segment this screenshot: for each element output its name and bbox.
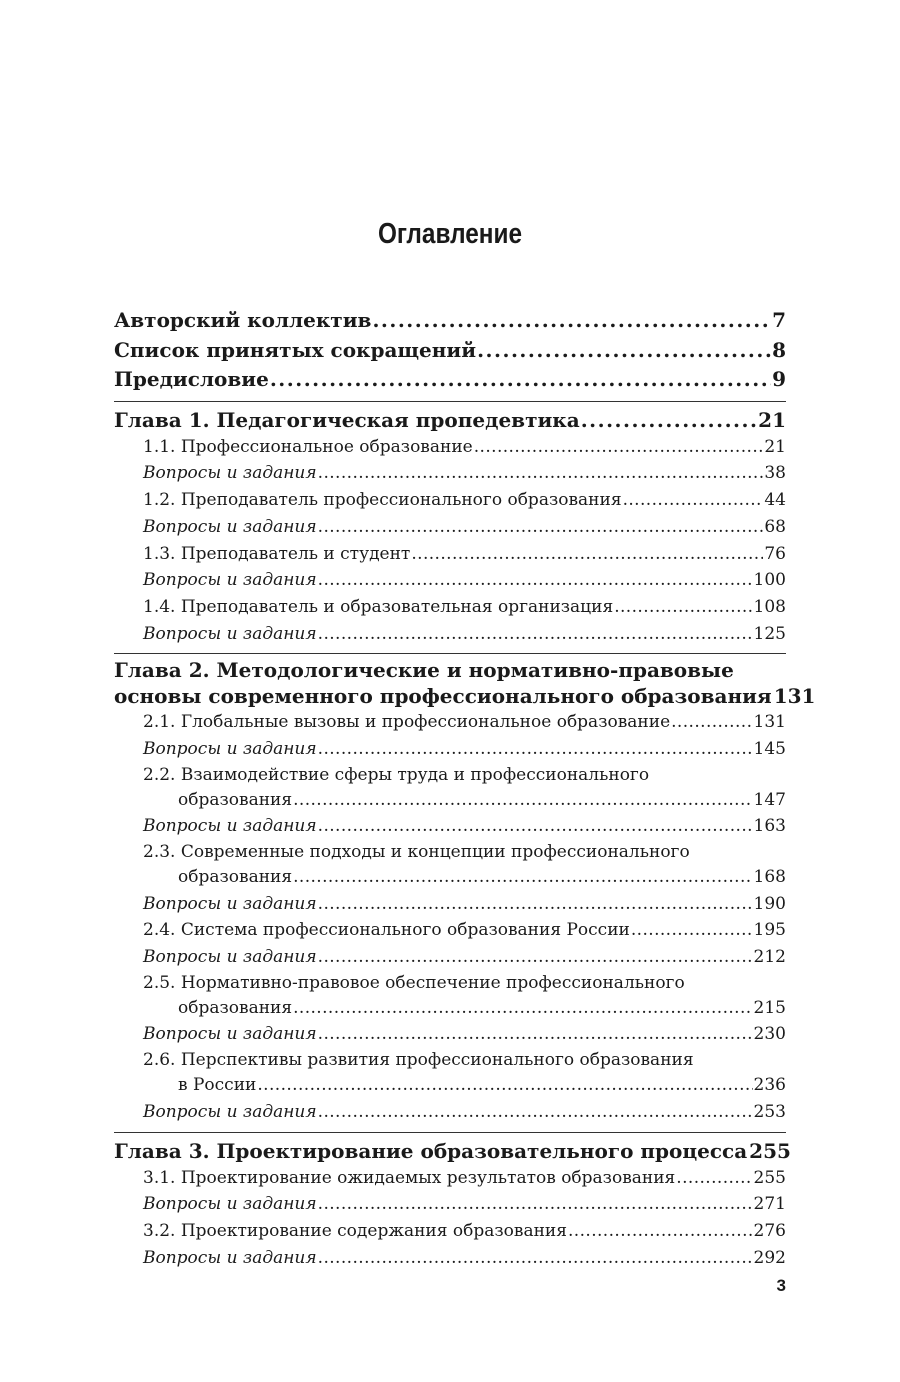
toc-entry-title: Авторский коллектив xyxy=(114,308,372,332)
dot-leader xyxy=(318,1021,753,1048)
dot-leader xyxy=(318,736,753,763)
toc-page-number: 255 xyxy=(753,1167,786,1188)
dot-leader xyxy=(623,487,764,514)
toc-page-number: 230 xyxy=(753,1024,786,1045)
toc-entry-preface[interactable] xyxy=(114,365,786,395)
toc-entry-abbreviations[interactable] xyxy=(114,336,786,366)
toc-page-number: 255 xyxy=(749,1138,791,1163)
toc-questions-3-1[interactable] xyxy=(114,1191,786,1218)
toc-section-title: Вопросы и задания xyxy=(143,1247,317,1268)
toc-page-number: 38 xyxy=(764,463,786,484)
toc-chapter-title: основы современного профессионального образования xyxy=(114,684,772,709)
toc-page-number: 292 xyxy=(753,1247,786,1268)
dot-leader xyxy=(671,709,752,736)
dot-leader xyxy=(318,944,753,971)
toc-section-title: образования xyxy=(178,867,293,888)
table-of-contents xyxy=(114,306,816,1271)
page-number: 3 xyxy=(776,1276,786,1295)
toc-page-number: 108 xyxy=(753,596,786,617)
toc-section-title: образования xyxy=(178,789,293,810)
divider xyxy=(114,653,786,654)
toc-section-2-2[interactable] xyxy=(114,787,786,814)
toc-page-number: 8 xyxy=(772,337,786,362)
toc-page-number: 190 xyxy=(753,893,786,914)
toc-section-2-4[interactable] xyxy=(114,917,786,944)
toc-section-2-2-line1[interactable]: 2.2. Взаимодействие сферы труда и профессионального xyxy=(143,764,650,785)
dot-leader xyxy=(293,995,752,1022)
toc-section-title: Вопросы и задания xyxy=(143,816,317,837)
dot-leader xyxy=(318,813,753,840)
toc-section-title: в России xyxy=(178,1075,257,1096)
dot-leader xyxy=(474,434,764,461)
toc-section-1-1[interactable] xyxy=(114,434,786,461)
toc-page-number: 125 xyxy=(753,623,786,644)
toc-questions-1-4[interactable] xyxy=(114,621,786,648)
toc-questions-2-5[interactable] xyxy=(114,1021,786,1048)
toc-page-number: 21 xyxy=(758,407,786,432)
toc-entry-title: Список принятых сокращений xyxy=(114,337,477,362)
toc-chapter-1[interactable] xyxy=(114,406,786,434)
toc-section-2-5[interactable] xyxy=(114,995,786,1022)
dot-leader xyxy=(318,1099,753,1126)
toc-questions-2-4[interactable] xyxy=(114,944,786,971)
toc-section-title: 2.4. Система профессионального образования России xyxy=(143,920,630,941)
toc-page-number: 212 xyxy=(753,947,786,968)
dot-leader xyxy=(676,1165,752,1192)
toc-section-title: Вопросы и задания xyxy=(143,1194,317,1215)
toc-section-2-3[interactable] xyxy=(114,864,786,891)
toc-section-title: Вопросы и задания xyxy=(143,623,317,644)
toc-section-title: 1.1. Профессиональное образование xyxy=(143,436,473,457)
dot-leader xyxy=(318,621,753,648)
dot-leader xyxy=(270,365,771,395)
toc-section-title: 3.1. Проектирование ожидаемых результатов образования xyxy=(143,1167,676,1188)
toc-chapter-2[interactable] xyxy=(114,683,816,709)
dot-leader xyxy=(318,1245,753,1272)
dot-leader xyxy=(318,460,764,487)
toc-section-2-6[interactable] xyxy=(114,1072,786,1099)
toc-section-1-3[interactable] xyxy=(114,541,786,568)
toc-section-2-6-line1[interactable]: 2.6. Перспективы развития профессионального образования xyxy=(143,1050,694,1071)
toc-page-number: 76 xyxy=(764,543,786,564)
toc-section-title: Вопросы и задания xyxy=(143,947,317,968)
dot-leader xyxy=(568,1218,753,1245)
toc-section-title: 1.3. Преподаватель и студент xyxy=(143,543,411,564)
toc-section-title: 3.2. Проектирование содержания образования xyxy=(143,1220,567,1241)
divider xyxy=(114,1132,786,1133)
toc-page-number: 145 xyxy=(753,738,786,759)
dot-leader xyxy=(411,541,763,568)
toc-questions-1-3[interactable] xyxy=(114,567,786,594)
toc-chapter-title: Глава 3. Проектирование образовательного процесса xyxy=(114,1138,748,1163)
toc-section-title: 2.1. Глобальные вызовы и профессиональное образование xyxy=(143,712,671,733)
toc-questions-2-2[interactable] xyxy=(114,813,786,840)
dot-leader xyxy=(318,1191,753,1218)
toc-section-1-4[interactable] xyxy=(114,594,786,621)
toc-page-number: 215 xyxy=(753,997,786,1018)
toc-section-title: Вопросы и задания xyxy=(143,1101,317,1122)
toc-page-number: 100 xyxy=(753,570,786,591)
toc-chapter-2-title-line1[interactable]: Глава 2. Методологические и нормативно-правовые xyxy=(114,658,734,683)
toc-page-number: 131 xyxy=(773,684,816,709)
dot-leader xyxy=(631,917,753,944)
toc-section-title: образования xyxy=(178,997,293,1018)
toc-section-2-1[interactable] xyxy=(114,709,786,736)
toc-questions-2-3[interactable] xyxy=(114,891,786,918)
toc-chapter-3[interactable] xyxy=(114,1137,791,1165)
toc-section-3-1[interactable] xyxy=(114,1165,786,1192)
toc-section-2-3-line1[interactable]: 2.3. Современные подходы и концепции профессионального xyxy=(143,842,690,863)
toc-section-title: Вопросы и задания xyxy=(143,463,317,484)
dot-leader xyxy=(318,567,753,594)
toc-page-number: 195 xyxy=(753,920,786,941)
toc-page-number: 21 xyxy=(764,436,786,457)
toc-page-number: 276 xyxy=(753,1220,786,1241)
toc-questions-1-1[interactable] xyxy=(114,460,786,487)
toc-page-number: 163 xyxy=(753,816,786,837)
dot-leader xyxy=(614,594,752,621)
toc-page-number: 7 xyxy=(772,308,786,332)
toc-section-1-2[interactable] xyxy=(114,487,786,514)
toc-page-number: 131 xyxy=(753,712,786,733)
dot-leader xyxy=(293,864,752,891)
toc-section-title: Вопросы и задания xyxy=(143,1024,317,1045)
toc-page-number: 168 xyxy=(753,867,786,888)
toc-section-title: 1.2. Преподаватель профессионального образования xyxy=(143,490,622,511)
dot-leader xyxy=(581,406,757,434)
toc-section-2-5-line1[interactable]: 2.5. Нормативно-правовое обеспечение профессионального xyxy=(143,972,685,993)
dot-leader xyxy=(372,306,771,336)
toc-chapter-title: Глава 1. Педагогическая пропедевтика xyxy=(114,407,580,432)
page-title: Оглавление xyxy=(377,218,523,250)
toc-page-number: 9 xyxy=(772,367,786,392)
toc-page-number: 271 xyxy=(753,1194,786,1215)
toc-page-number: 253 xyxy=(753,1101,786,1122)
toc-page-number: 68 xyxy=(764,516,786,537)
toc-questions-2-1[interactable] xyxy=(114,736,786,763)
dot-leader xyxy=(477,336,771,366)
toc-page-number: 44 xyxy=(764,490,786,511)
toc-page-number: 236 xyxy=(753,1075,786,1096)
toc-questions-2-6[interactable] xyxy=(114,1099,786,1126)
toc-entry-authors[interactable] xyxy=(114,306,786,336)
toc-section-title: 1.4. Преподаватель и образовательная организация xyxy=(143,596,614,617)
toc-questions-3-2[interactable] xyxy=(114,1245,786,1272)
toc-questions-1-2[interactable] xyxy=(114,514,786,541)
divider xyxy=(114,401,786,402)
dot-leader xyxy=(257,1072,752,1099)
toc-section-3-2[interactable] xyxy=(114,1218,786,1245)
toc-section-title: Вопросы и задания xyxy=(143,516,317,537)
dot-leader xyxy=(318,514,764,541)
toc-section-title: Вопросы и задания xyxy=(143,893,317,914)
toc-page-number: 147 xyxy=(753,789,786,810)
dot-leader xyxy=(293,787,752,814)
toc-section-title: Вопросы и задания xyxy=(143,738,317,759)
toc-section-title: Вопросы и задания xyxy=(143,570,317,591)
dot-leader xyxy=(318,891,753,918)
toc-entry-title: Предисловие xyxy=(114,367,269,392)
